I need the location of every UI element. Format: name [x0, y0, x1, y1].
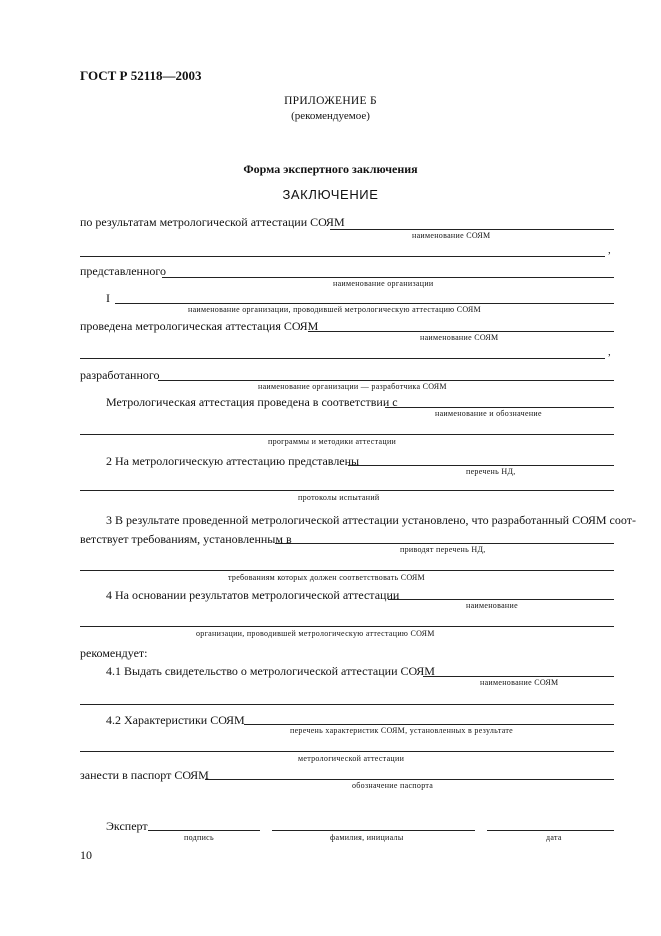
signature-line[interactable] [148, 830, 260, 831]
line-text: 4.2 Характеристики СОЯМ [106, 713, 245, 727]
fill-line[interactable] [423, 676, 614, 677]
fill-line[interactable] [348, 465, 614, 466]
field-caption: требованиям которых должен соответствовать СОЯМ [228, 573, 425, 582]
line-text: по результатам метрологической аттестации СОЯМ [80, 215, 345, 229]
field-caption: наименование организации, проводившей метрологическую аттестацию СОЯМ [188, 305, 481, 314]
expert-label: Эксперт [106, 819, 148, 833]
line-text: разработанного [80, 368, 160, 382]
fill-line[interactable] [80, 490, 614, 491]
field-caption: организации, проводившей метрологическую аттестацию СОЯМ [196, 629, 435, 638]
field-caption: перечень НД, [466, 467, 516, 476]
field-caption: наименование СОЯМ [420, 333, 499, 342]
field-caption: приводят перечень НД, [400, 545, 486, 554]
field-caption: наименование СОЯМ [412, 231, 491, 240]
comma: , [608, 244, 611, 256]
fill-line[interactable] [244, 724, 614, 725]
fill-line[interactable] [162, 277, 614, 278]
line-text: занести в паспорт СОЯМ [80, 768, 209, 782]
name-caption: фамилия, инициалы [330, 833, 404, 842]
fill-line[interactable] [80, 256, 605, 257]
field-caption: перечень характеристик СОЯМ, установленных в результате [290, 726, 514, 735]
page-number: 10 [80, 848, 92, 862]
fill-line[interactable] [80, 626, 614, 627]
line-text: 2 На метрологическую аттестацию представлены [106, 454, 360, 468]
line-text: проведена метрологическая аттестация СОЯМ [80, 319, 319, 333]
field-caption: метрологической аттестации [298, 754, 405, 763]
field-caption: наименование организации — разработчика СОЯМ [258, 382, 447, 391]
date-caption: дата [546, 833, 562, 842]
line-text: представленного [80, 264, 167, 278]
line-text: I [106, 291, 110, 305]
fill-line[interactable] [275, 543, 614, 544]
conclusion-heading: ЗАКЛЮЧЕНИЕ [282, 187, 379, 202]
field-caption: наименование СОЯМ [480, 678, 559, 687]
line-text: рекомендует: [80, 646, 148, 660]
appendix-heading: ПРИЛОЖЕНИЕ Б [284, 95, 377, 107]
name-line[interactable] [272, 830, 475, 831]
appendix-status: (рекомендуемое) [291, 110, 370, 122]
fill-line[interactable] [388, 599, 614, 600]
fill-line[interactable] [308, 331, 614, 332]
fill-line[interactable] [80, 570, 614, 571]
line-text: 4 На основании результатов метрологической аттестации [106, 588, 400, 602]
form-title: Форма экспертного заключения [243, 162, 418, 176]
date-line[interactable] [487, 830, 614, 831]
field-caption: обозначение паспорта [352, 781, 434, 790]
field-caption: программы и методики аттестации [268, 437, 397, 446]
line-text: ветствует требованиям, установленным в [80, 532, 292, 546]
fill-line[interactable] [385, 407, 614, 408]
document-code: ГОСТ Р 52118—2003 [80, 68, 202, 83]
fill-line[interactable] [205, 779, 614, 780]
fill-line[interactable] [115, 303, 614, 304]
fill-line[interactable] [80, 434, 614, 435]
comma: , [608, 346, 611, 358]
fill-line[interactable] [330, 229, 614, 230]
field-caption: наименование организации [333, 279, 434, 288]
fill-line[interactable] [80, 751, 614, 752]
field-caption: протоколы испытаний [298, 493, 380, 502]
fill-line[interactable] [158, 380, 614, 381]
fill-line[interactable] [80, 704, 614, 705]
field-caption: наименование и обозначение [435, 409, 542, 418]
field-caption: наименование [466, 601, 518, 610]
signature-caption: подпись [184, 833, 214, 842]
line-text: 3 В результате проведенной метрологической аттестации установлено, что разработанный СОЯМ соот- [106, 513, 636, 527]
line-text: 4.1 Выдать свидетельство о метрологической аттестации СОЯМ [106, 664, 435, 678]
line-text: Метрологическая аттестация проведена в соответствии с [106, 395, 398, 409]
fill-line[interactable] [80, 358, 605, 359]
